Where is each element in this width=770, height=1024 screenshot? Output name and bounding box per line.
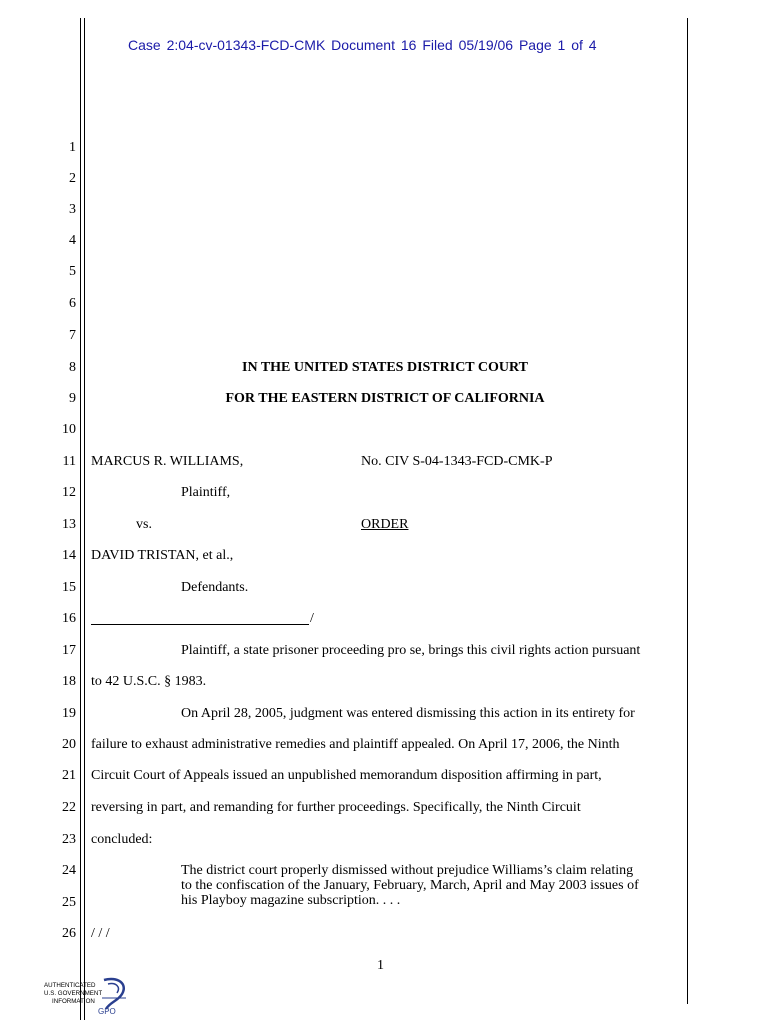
line-number: 16 — [62, 611, 76, 626]
line-number: 20 — [62, 737, 76, 752]
line-number: 13 — [62, 517, 76, 532]
gpo-text-4: GPO — [98, 1007, 116, 1016]
line-number: 18 — [62, 674, 76, 689]
line-number: 24 — [62, 863, 76, 878]
line-number: 21 — [62, 768, 76, 783]
line-number: 12 — [62, 485, 76, 500]
line-number: 5 — [69, 264, 76, 279]
body-line-20: failure to exhaust administrative remedies and plaintiff appealed. On April 17, 2006, the Ninth — [91, 737, 620, 752]
block-quote: The district court properly dismissed without prejudice Williams’s claim relating to the confiscation of the January, February, March, April and May 2003 issues of his Playboy magazine subscription. . . . — [181, 863, 639, 908]
gpo-text-3: INFORMATION — [52, 998, 95, 1005]
line-number: 15 — [62, 580, 76, 595]
defendant-role: Defendants. — [181, 580, 249, 595]
line-number: 11 — [62, 454, 76, 469]
case-number: No. CIV S-04-1343-FCD-CMK-P — [361, 454, 553, 469]
line-number: 14 — [62, 548, 76, 563]
line-number: 19 — [62, 706, 76, 721]
right-margin-line — [687, 18, 688, 1004]
body-line-17: Plaintiff, a state prisoner proceeding pro se, brings this civil rights action pursuant — [181, 643, 641, 658]
gpo-text-1: AUTHENTICATED — [44, 982, 96, 989]
page-number: 1 — [377, 958, 384, 973]
line-number: 4 — [69, 233, 76, 248]
caption-rule — [91, 624, 309, 625]
body-line-21: Circuit Court of Appeals issued an unpublished memorandum disposition affirming in part, — [91, 768, 602, 783]
gpo-authenticated-seal-icon — [42, 974, 132, 1018]
line-number: 2 — [69, 171, 76, 186]
continuation-marks: / / / — [91, 926, 110, 941]
line-number: 17 — [62, 643, 76, 658]
line-number: 6 — [69, 296, 76, 311]
court-name: IN THE UNITED STATES DISTRICT COURT — [242, 360, 528, 375]
left-margin-line-inner — [84, 18, 85, 1020]
versus: vs. — [136, 517, 152, 532]
document-title: ORDER — [361, 517, 409, 532]
line-number: 26 — [62, 926, 76, 941]
body-line-19: On April 28, 2005, judgment was entered dismissing this action in its entirety for — [181, 706, 635, 721]
body-line-23: concluded: — [91, 832, 153, 847]
line-number: 22 — [62, 800, 76, 815]
left-margin-line — [80, 18, 81, 1020]
line-number: 3 — [69, 202, 76, 217]
body-line-22: reversing in part, and remanding for further proceedings. Specifically, the Ninth Circuit — [91, 800, 581, 815]
defendant-name: DAVID TRISTAN, et al., — [91, 548, 234, 563]
caption-slash: / — [310, 611, 314, 626]
gpo-text-2: U.S. GOVERNMENT — [44, 990, 103, 997]
plaintiff-role: Plaintiff, — [181, 485, 231, 500]
line-number: 8 — [69, 360, 76, 375]
line-number: 25 — [62, 895, 76, 910]
body-line-18: to 42 U.S.C. § 1983. — [91, 674, 207, 689]
plaintiff-name: MARCUS R. WILLIAMS, — [91, 454, 244, 469]
court-district: FOR THE EASTERN DISTRICT OF CALIFORNIA — [225, 391, 545, 406]
line-number: 10 — [62, 422, 76, 437]
line-number: 23 — [62, 832, 76, 847]
line-number: 9 — [69, 391, 76, 406]
line-number: 1 — [69, 140, 76, 155]
case-header: Case 2:04-cv-01343-FCD-CMK Document 16 Filed 05/19/06 Page 1 of 4 — [128, 37, 597, 53]
line-number: 7 — [69, 328, 76, 343]
